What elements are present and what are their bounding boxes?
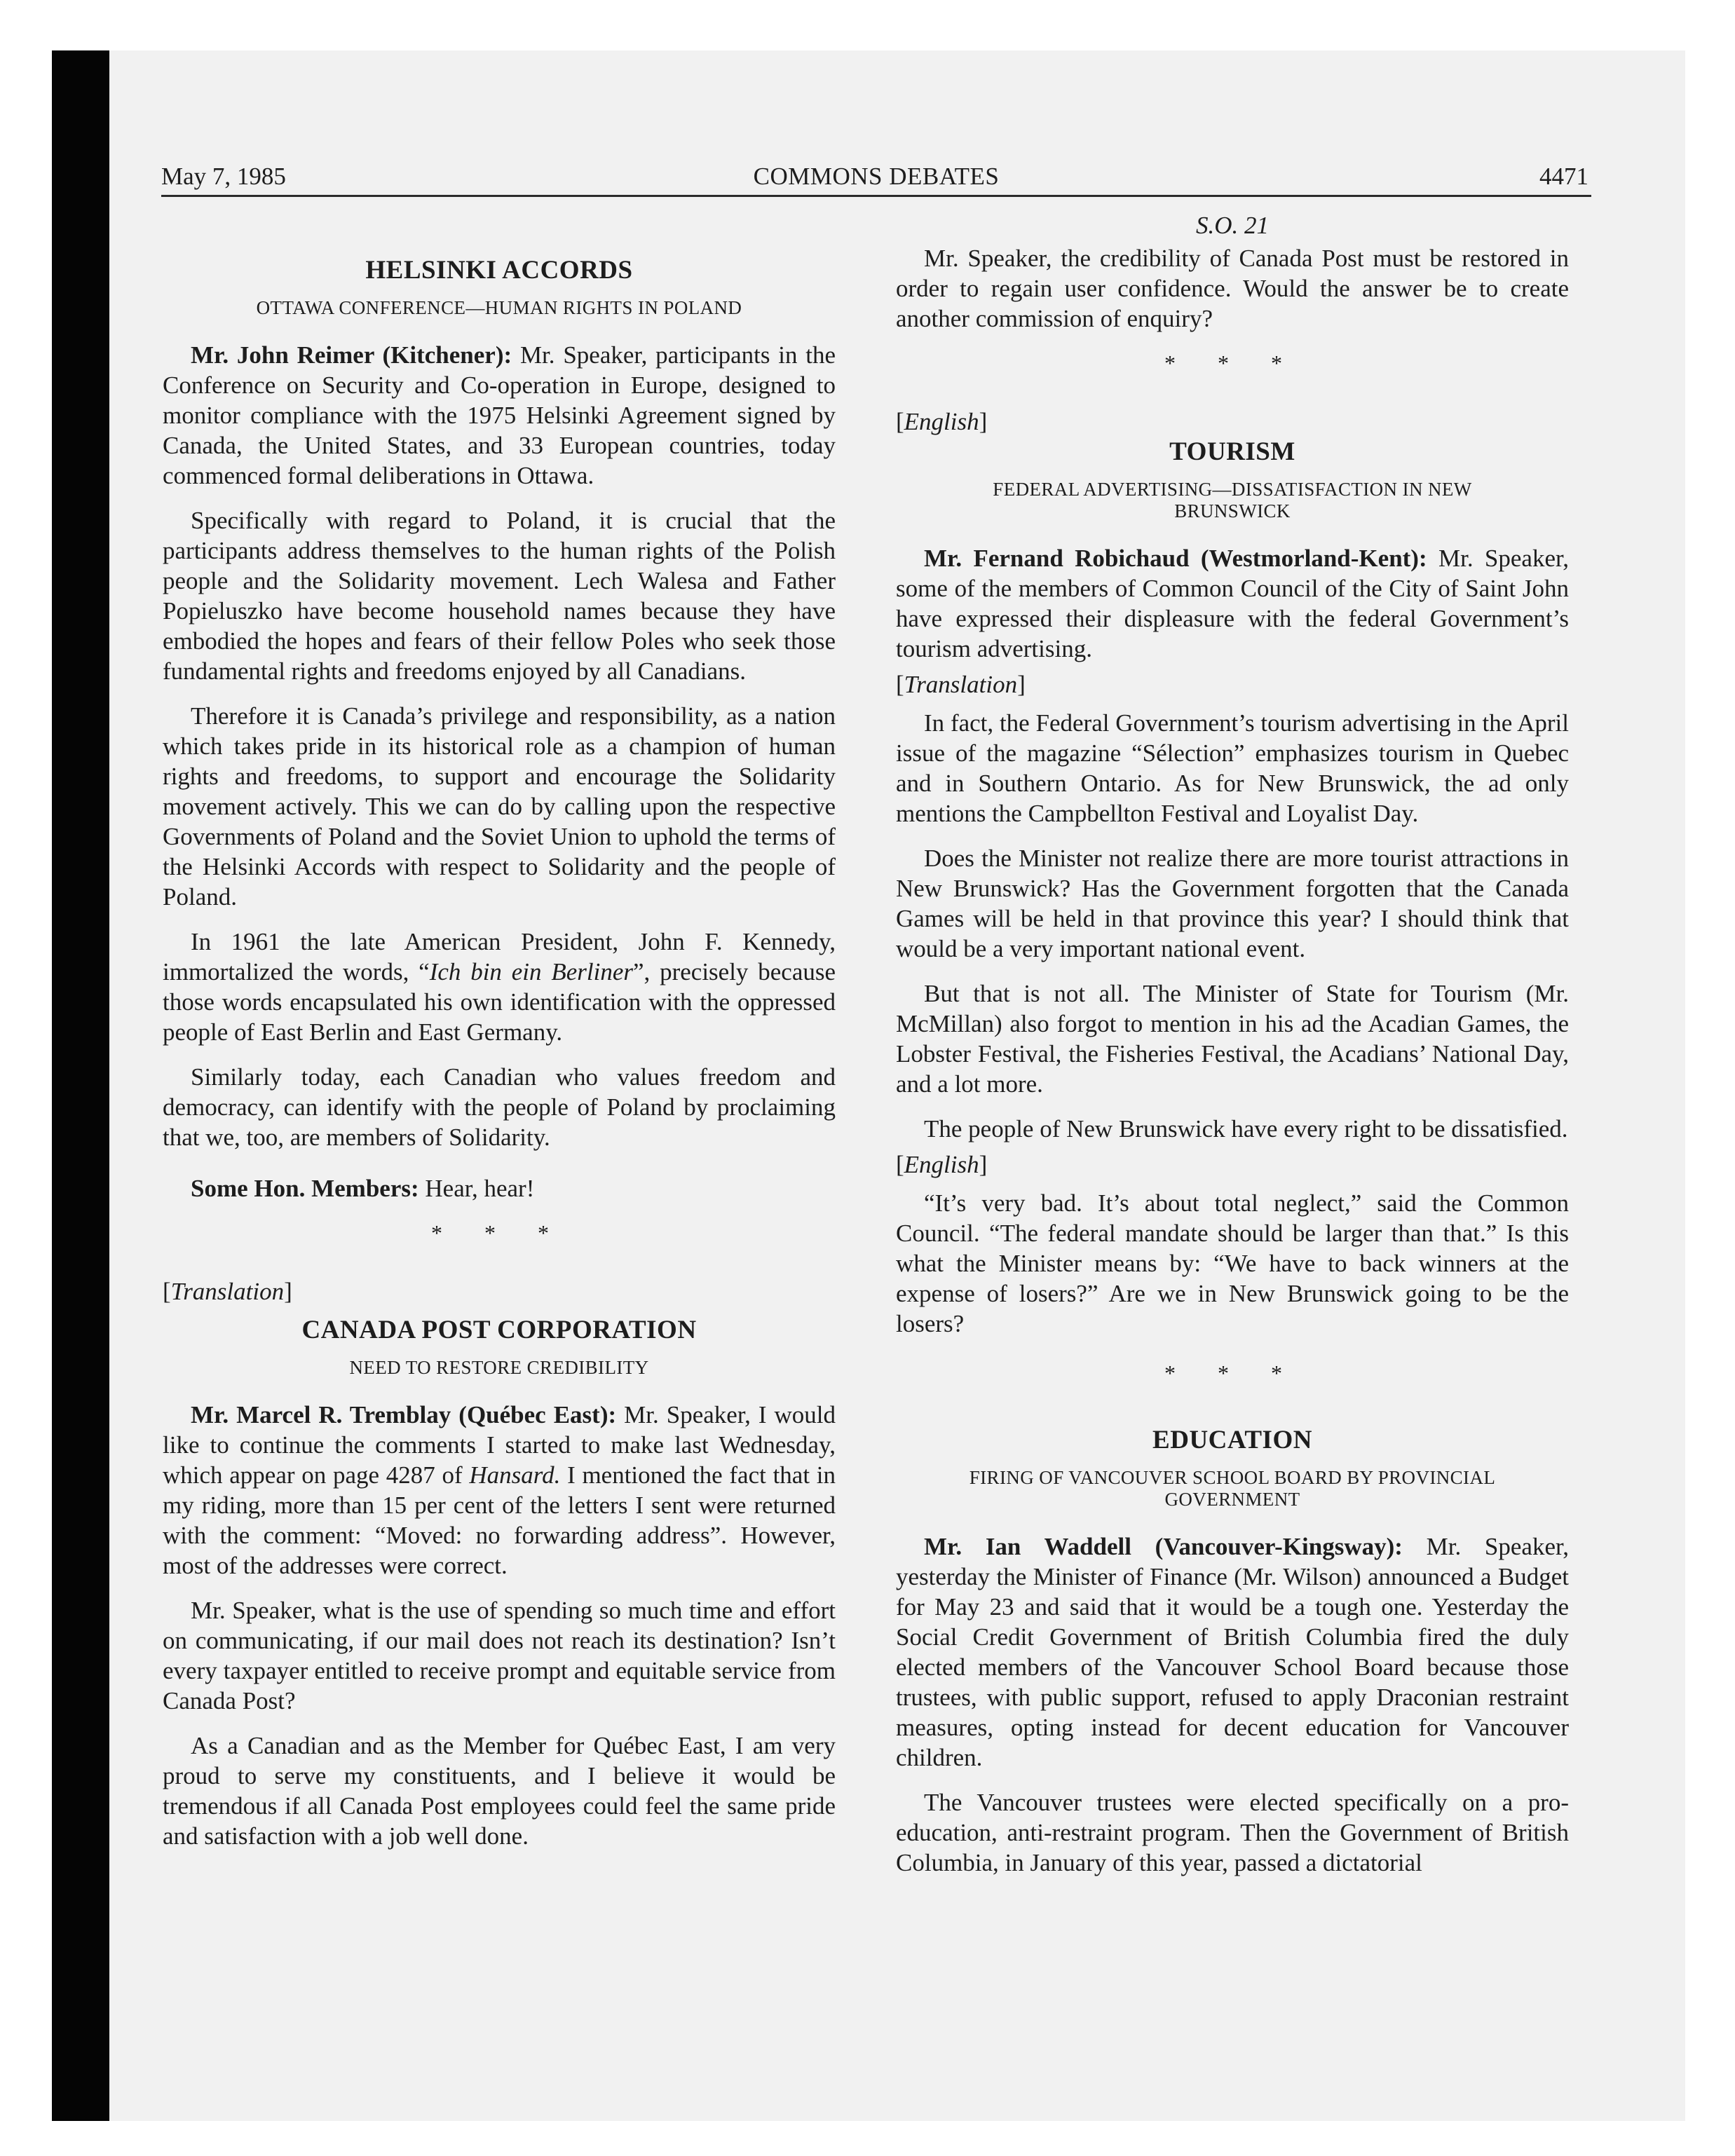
language-label-text: English [904,1151,979,1178]
language-label-text: English [904,408,979,435]
speaker-name: Mr. Marcel R. Tremblay (Québec East): [191,1401,617,1428]
paragraph [896,1531,1569,1773]
paragraph [163,1173,836,1203]
heading-tourism: TOURISM [1169,437,1295,466]
paragraph-text: Mr. Speaker, some of the members of Common Council of the City of Saint John have expressed their displeasure with the federal Government’s tourism advertising. [896,545,1570,662]
speaker-name: Mr. Fernand Robichaud (Westmorland-Kent): [924,545,1427,572]
paragraph: In fact, the Federal Government’s tourism advertising in the April issue of the magazine “Sélection” emphasizes tourism in Quebec and in Southern Ontario. As for New Brunswick, the ad only mentions the Campbellton Festival and Loyalist Day. [896,709,1569,827]
language-label: [English] [896,1151,988,1178]
standing-order-label: S.O. 21 [1195,212,1270,239]
subheading-education: FIRING OF VANCOUVER SCHOOL BOARD BY PROVINCIAL GOVERNMENT [969,1467,1496,1510]
paragraph [163,340,836,491]
subheading-helsinki: OTTAWA CONFERENCE—HUMAN RIGHTS IN POLAND [256,297,742,318]
paragraph: Mr. Speaker, the credibility of Canada Post must be restored in order to regain user confidence. Would the answer be to create another commission of enquiry? [896,245,1569,332]
right-column [896,210,1569,1892]
paragraph-text: ”, precisely because those words encapsulated his own identification with the oppressed people of East Berlin and East Germany. [163,958,836,1046]
subheading-tourism: FEDERAL ADVERTISING—DISSATISFACTION IN NEW BRUNSWICK [993,479,1472,521]
paragraph: Therefore it is Canada’s privilege and responsibility, as a nation which takes pride in its historical role as a champion of human rights and freedoms, to support and encourage the Solidarity movement actively. This we can do by calling upon the respective Governments of Poland and the Soviet Union to uphold the terms of the Helsinki Accords with respect to Solidarity and the people of Poland. [163,702,836,910]
paragraph-text: Mr. Speaker, I would like to continue the comments I started to make last Wednesday, which appear on page 4287 of [163,1401,836,1489]
header-title: COMMONS DEBATES [753,163,1000,190]
italic-reference: Hansard. [469,1461,561,1489]
paragraph: “It’s very bad. It’s about total neglect,” said the Common Council. “The federal mandate should be larger than that.” Is this what the Minister means by: “We have to back winners at the expense of losers?” Are we in New Brunswick going to be the losers? [896,1189,1569,1337]
language-label-text: Translation [904,671,1018,698]
paragraph-text: Mr. Speaker, yesterday the Minister of Finance (Mr. Wilson) announced a Budget for May 23 and said that it would be a tough one. Yesterday the Social Credit Government of British Columbia fired the duly elected members of the Vancouver School Board because those trustees, with public support, refused to apply Draconian restraint measures, opting instead for decent education for Vancouver children. [896,1533,1570,1771]
heading-education: EDUCATION [1152,1426,1312,1454]
heading-canada-post: CANADA POST CORPORATION [301,1316,697,1344]
language-label: [English] [896,408,988,435]
speaker-name: Mr. John Reimer (Kitchener): [191,341,512,369]
paragraph: Mr. Speaker, what is the use of spending so much time and effort on communicating, if our mail does not reach its destination? Isn’t every taxpayer entitled to receive prompt and equitable service from Canada Post? [163,1597,836,1714]
language-label: [Translation] [896,671,1026,698]
paragraph-text: I mentioned the fact that in my riding, more than 15 per cent of the letters I sent were returned with the comment: “Moved: no forwarding address”. However, most of the addresses were correct. [163,1461,836,1579]
paragraph: But that is not all. The Minister of State for Tourism (Mr. McMillan) also forgot to mention in his ad the Acadian Games, the Lobster Festival, the Fisheries Festival, the Acadians’ National Day, and a lot more. [896,980,1569,1098]
left-column [163,210,836,1866]
running-head [161,158,1591,197]
paragraph [163,927,836,1047]
paragraph-text: Hear, hear! [425,1175,535,1202]
header-page-number: 4471 [1539,163,1588,190]
paragraph [896,543,1569,664]
paragraph [163,1400,836,1581]
paragraph-text: Mr. Speaker, participants in the Conference on Security and Co-operation in Europe, designed to monitor compliance with the 1975 Helsinki Agreement signed by Canada, the United States, and 33 European countries, today commenced formal deliberations in Ottawa. [163,341,836,489]
paragraph: The people of New Brunswick have every right to be dissatisfied. [924,1115,1568,1142]
subheading-canada-post: NEED TO RESTORE CREDIBILITY [349,1357,649,1378]
paragraph: Does the Minister not realize there are more tourist attractions in New Brunswick? Has the Government forgotten that the Canada Games will be held in that province this year? I should think that would be a very important national event. [896,845,1569,962]
paragraph-text: In 1961 the late American President, John F. Kennedy, immortalized the words, “ [163,928,836,985]
heading-helsinki: HELSINKI ACCORDS [365,256,633,285]
speaker-name: Some Hon. Members: [191,1175,419,1202]
italic-quote: Ich bin ein Berliner [429,958,633,985]
section-separator: * * * [1164,350,1300,376]
header-date: May 7, 1985 [161,163,286,190]
paragraph: The Vancouver trustees were elected specifically on a pro-education, anti-restraint program. Then the Government of British Columbia, in January of this year, passed a dictatorial [896,1789,1569,1876]
language-label: [Translation] [163,1278,292,1305]
language-label-text: Translation [170,1278,285,1305]
section-separator: * * * [1164,1360,1300,1386]
paragraph: Similarly today, each Canadian who values freedom and democracy, can identify with the people of Poland by proclaiming that we, too, are members of Solidarity. [163,1063,836,1151]
paragraph: Specifically with regard to Poland, it is crucial that the participants address themselves to the human rights of the Polish people and the Solidarity movement. Lech Walesa and Father Popieluszko have become household names because they have embodied the hopes and fears of their fellow Poles who seek those fundamental rights and freedoms enjoyed by all Canadians. [163,507,836,685]
section-separator: * * * [431,1220,567,1246]
speaker-name: Mr. Ian Waddell (Vancouver-Kingsway): [924,1533,1403,1560]
paragraph: As a Canadian and as the Member for Québec East, I am very proud to serve my constituents, and I believe it would be tremendous if all Canada Post employees could feel the same pride and satisfaction with a job well done. [163,1732,836,1850]
